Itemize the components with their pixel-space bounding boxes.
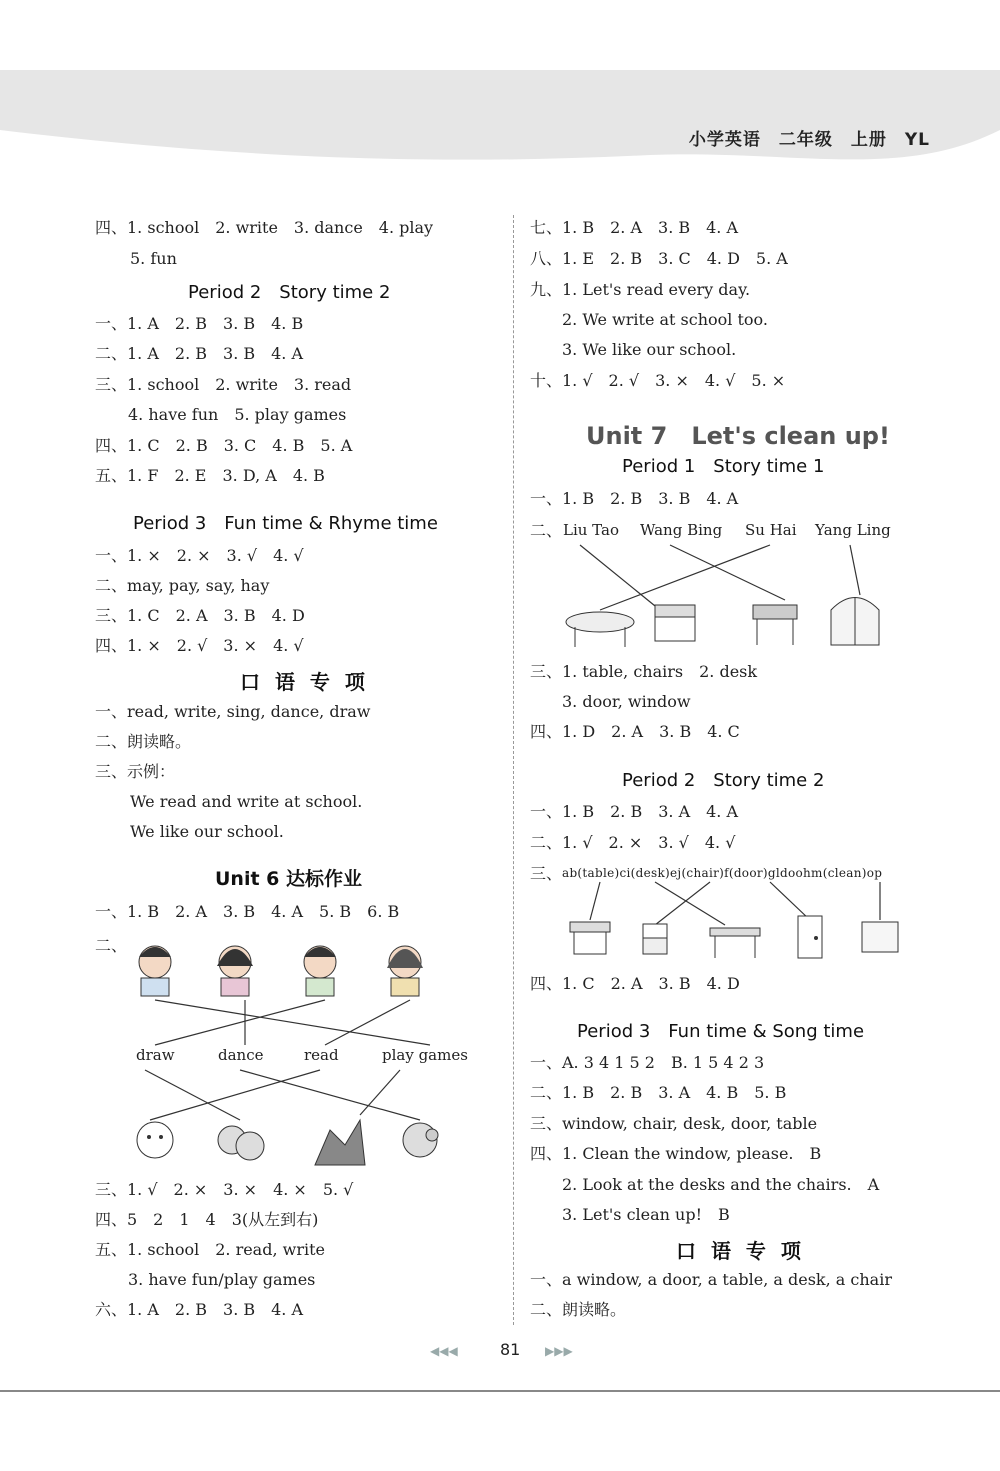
answer-line: We read and write at school. (130, 792, 363, 811)
answer-line: 四、1. D 2. A 3. B 4. C (530, 722, 740, 741)
answer-line: 三、window, chair, desk, door, table (530, 1114, 818, 1133)
activity-pictures (130, 1110, 470, 1170)
footer-line (0, 1390, 1000, 1392)
oral-section-title: 口 语 专 项 (676, 1239, 805, 1263)
answer-line: 二、 (530, 521, 563, 540)
activity-word: dance (218, 1046, 264, 1064)
answer-line: 3. door, window (562, 692, 691, 711)
answer-line: 二、1. √ 2. × 3. √ 4. √ (530, 833, 736, 852)
answer-line: 二、1. B 2. B 3. A 4. B 5. B (530, 1083, 787, 1102)
unit7-title: Unit 7 Let's clean up! (586, 422, 890, 450)
answer-line: 一、1. × 2. × 3. √ 4. √ (95, 546, 304, 565)
activity-word: play games (382, 1046, 468, 1064)
activity-word: draw (136, 1046, 175, 1064)
period-heading: Period 3 Fun time & Song time (577, 1021, 865, 1042)
answer-line: 三、1. C 2. A 3. B 4. D (95, 606, 305, 625)
answer-line: 四、1. C 2. B 3. C 4. B 5. A (95, 436, 353, 455)
period-heading: Period 2 Story time 2 (622, 770, 825, 791)
activity-word: read (304, 1046, 339, 1064)
unit6-title: Unit 6 达标作业 (215, 868, 362, 890)
child-name: Wang Bing (640, 521, 723, 539)
answer-line: 七、1. B 2. A 3. B 4. A (530, 218, 739, 237)
answer-line: 六、1. A 2. B 3. B 4. A (95, 1300, 304, 1319)
answer-line: 一、A. 3 4 1 5 2 B. 1 5 4 2 3 (530, 1053, 765, 1072)
answer-line: 二、1. A 2. B 3. B 4. A (95, 344, 304, 363)
answer-line: 一、1. B 2. B 3. A 4. A (530, 802, 739, 821)
answer-line: 四、1. C 2. A 3. B 4. D (530, 974, 740, 993)
answer-line: 四、1. Clean the window, please. B (530, 1144, 822, 1163)
answer-line: 三、示例： (95, 762, 176, 781)
answer-line: 三、1. school 2. write 3. read (95, 375, 352, 394)
answer-line: 三、1. √ 2. × 3. × 4. × 5. √ (95, 1180, 354, 1199)
answer-line: We like our school. (130, 822, 284, 841)
answer-line: 四、1. × 2. √ 3. × 4. √ (95, 636, 304, 655)
answer-line: 九、1. Let's read every day. (530, 280, 751, 299)
answer-line: 三、1. table, chairs 2. desk (530, 662, 758, 681)
next-arrows-icon: ▶▶▶ (545, 1344, 573, 1358)
answer-line: 二、 (95, 936, 128, 955)
period-heading: Period 3 Fun time & Rhyme time (133, 513, 438, 534)
furniture-matching (560, 540, 890, 655)
answer-line: 二、may, pay, say, hay (95, 576, 270, 595)
book-title: 小学英语 二年级 上册 YL (688, 130, 930, 150)
answer-line: 3. We like our school. (562, 340, 737, 359)
answer-line: 二、朗读略。 (530, 1300, 627, 1319)
answer-line: 五、1. school 2. read, write (95, 1240, 325, 1259)
answer-line: 十、1. √ 2. √ 3. × 4. √ 5. × (530, 371, 786, 390)
answer-line: 二、朗读略。 (95, 732, 192, 751)
answer-line: 八、1. E 2. B 3. C 4. D 5. A (530, 249, 788, 268)
child-name: Liu Tao (563, 521, 620, 539)
answer-line: 四、1. school 2. write 3. dance 4. play (95, 218, 434, 237)
answer-line: 四、5 2 1 4 3(从左到右) (95, 1210, 319, 1229)
letter-string: ab(table)ci(desk)ej(chair)f(door)gldoohm(clean)op (562, 866, 883, 880)
answer-line: 3. have fun/play games (128, 1270, 316, 1289)
answer-line: 三、 (530, 864, 563, 883)
word-picture-matching (555, 880, 925, 965)
answer-line: 2. We write at school too. (562, 310, 768, 329)
children-picture (130, 932, 450, 1002)
answer-line: 3. Let's clean up! B (562, 1205, 730, 1224)
child-name: Yang Ling (815, 521, 891, 539)
answer-line: 2. Look at the desks and the chairs. A (562, 1175, 880, 1194)
page-number: 81 (500, 1340, 521, 1359)
answer-line: 4. have fun 5. play games (128, 405, 347, 424)
answer-line: 一、1. B 2. B 3. B 4. A (530, 489, 739, 508)
period-heading: Period 2 Story time 2 (188, 282, 391, 303)
prev-arrows-icon: ◀◀◀ (430, 1344, 458, 1358)
answer-line: 五、1. F 2. E 3. D, A 4. B (95, 466, 325, 485)
answer-line: 一、a window, a door, a table, a desk, a chair (530, 1270, 892, 1289)
answer-line: 5. fun (130, 249, 177, 268)
column-divider (513, 215, 514, 1325)
period-heading: Period 1 Story time 1 (622, 456, 825, 477)
oral-section-title: 口 语 专 项 (240, 670, 369, 694)
answer-line: 一、1. A 2. B 3. B 4. B (95, 314, 304, 333)
child-name: Su Hai (745, 521, 797, 539)
answer-line: 一、read, write, sing, dance, draw (95, 702, 371, 721)
answer-line: 一、1. B 2. A 3. B 4. A 5. B 6. B (95, 902, 400, 921)
